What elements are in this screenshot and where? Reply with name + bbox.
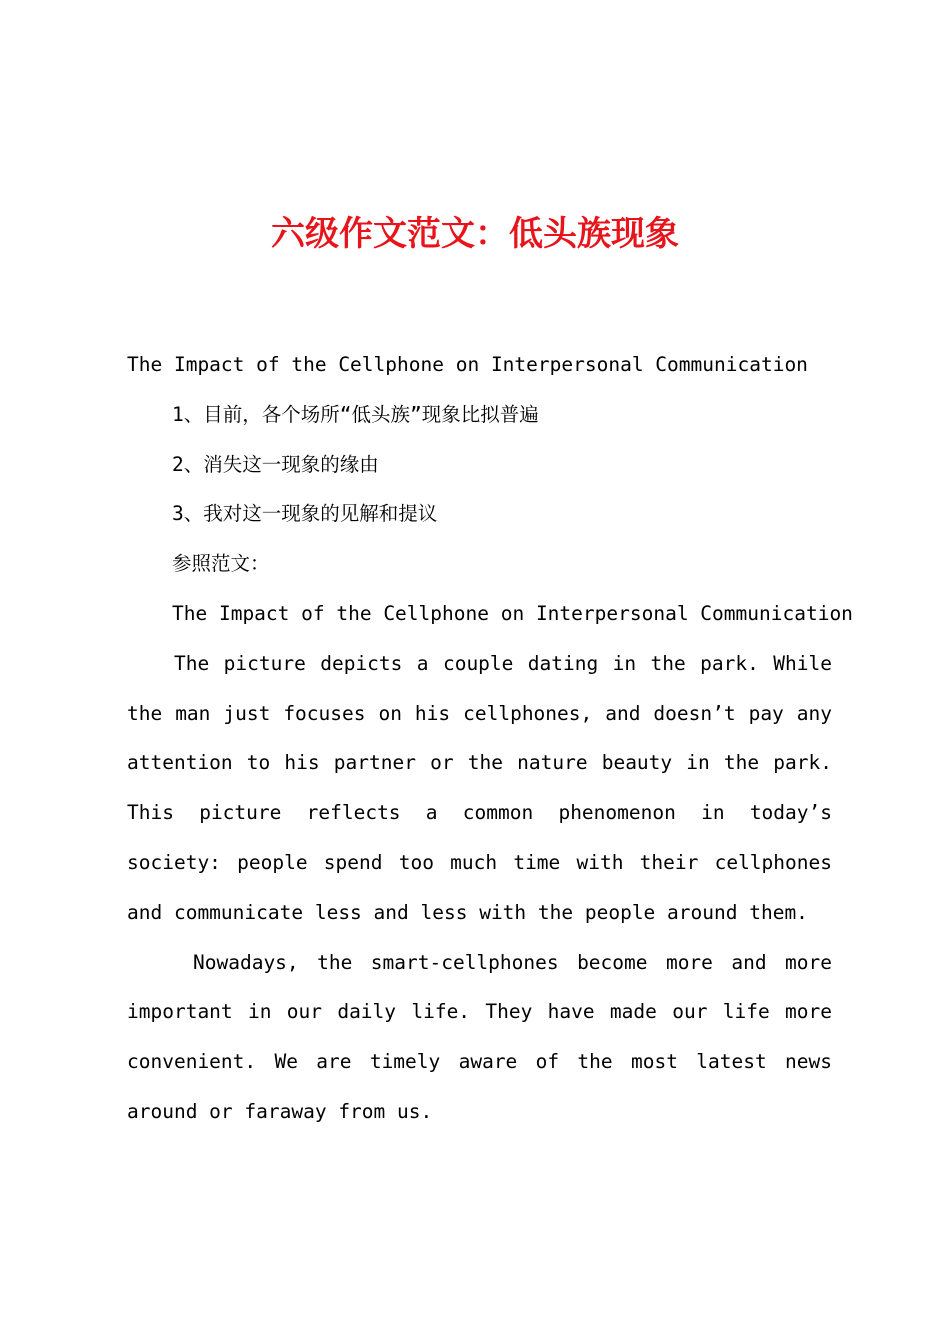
essay-prompt-heading: The Impact of the Cellphone on Interpersonal Communication [127, 353, 808, 376]
document-title: 六级作文范文：低头族现象 [271, 214, 679, 254]
outline-item-2: 2、消失这一现象的缘由 [172, 452, 379, 476]
outline-item-3: 3、我对这一现象的见解和提议 [172, 502, 438, 526]
essay-title: The Impact of the Cellphone on Interpersonal Communication [172, 601, 853, 625]
reference-label: 参照范文： [172, 552, 270, 576]
essay-paragraph-1: The picture depicts a couple dating in the park. While the man just focuses on his cellphones, and doesn’t pay any attention to his partner or the nature beauty in the park. This picture reflects a common phenomenon in today’s society: people spend too much time with their cellphones and communicate less and less with the people around them. [127, 651, 832, 924]
essay-paragraph-2: Nowadays, the smart-cellphones become more and more important in our daily life. They have made our life more convenient. We are timely aware of the most latest news around or faraway from us. [127, 950, 832, 1123]
document-body [127, 340, 853, 1137]
outline-item-1: 1、目前，各个场所“低头族”现象比拟普遍 [172, 402, 539, 426]
